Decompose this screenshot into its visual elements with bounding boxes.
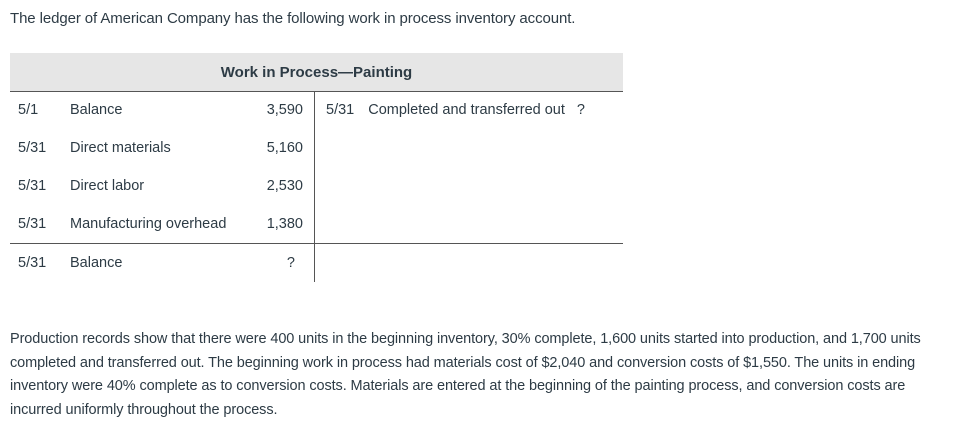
balance-amount: ? bbox=[286, 255, 295, 271]
problem-paragraph: Production records show that there were 400 units in the beginning inventory, 30% complete, 1,600 units started into production, and 1,700 units completed and transferred out. The beginning work in process had materials cost of $2,040 and conversion costs of $1,550. The units in ending inventory were 40% complete as to conversion costs. Materials are entered at the beginning of the painting process, and conversion costs are incurred uniformly throughout the process. bbox=[10, 331, 921, 418]
t-account bbox=[10, 53, 623, 285]
debit-amount: 1,380 bbox=[266, 216, 303, 232]
debit-amount: 2,530 bbox=[266, 178, 303, 194]
debit-description: Balance bbox=[70, 102, 123, 118]
balance-description: Balance bbox=[70, 255, 123, 271]
t-account-divider bbox=[314, 92, 315, 282]
debit-date: 5/1 bbox=[18, 102, 39, 118]
balance-date: 5/31 bbox=[18, 255, 47, 271]
credit-amount: ? bbox=[576, 102, 585, 118]
debit-description: Direct labor bbox=[70, 178, 145, 194]
debit-date: 5/31 bbox=[18, 140, 47, 156]
debit-amount: 3,590 bbox=[266, 102, 303, 118]
account-title: Work in Process—Painting bbox=[10, 53, 623, 92]
debit-description: Direct materials bbox=[70, 140, 171, 156]
debit-description: Manufacturing overhead bbox=[70, 216, 227, 232]
debit-amount: 5,160 bbox=[266, 140, 303, 156]
credit-row bbox=[326, 102, 585, 118]
t-account-rule bbox=[10, 243, 623, 244]
intro-text: The ledger of American Company has the following work in process inventory account. bbox=[10, 10, 576, 27]
debit-date: 5/31 bbox=[18, 178, 47, 194]
credit-date: 5/31 bbox=[326, 102, 355, 118]
debit-date: 5/31 bbox=[18, 216, 47, 232]
credit-description: Completed and transferred out bbox=[368, 102, 565, 118]
